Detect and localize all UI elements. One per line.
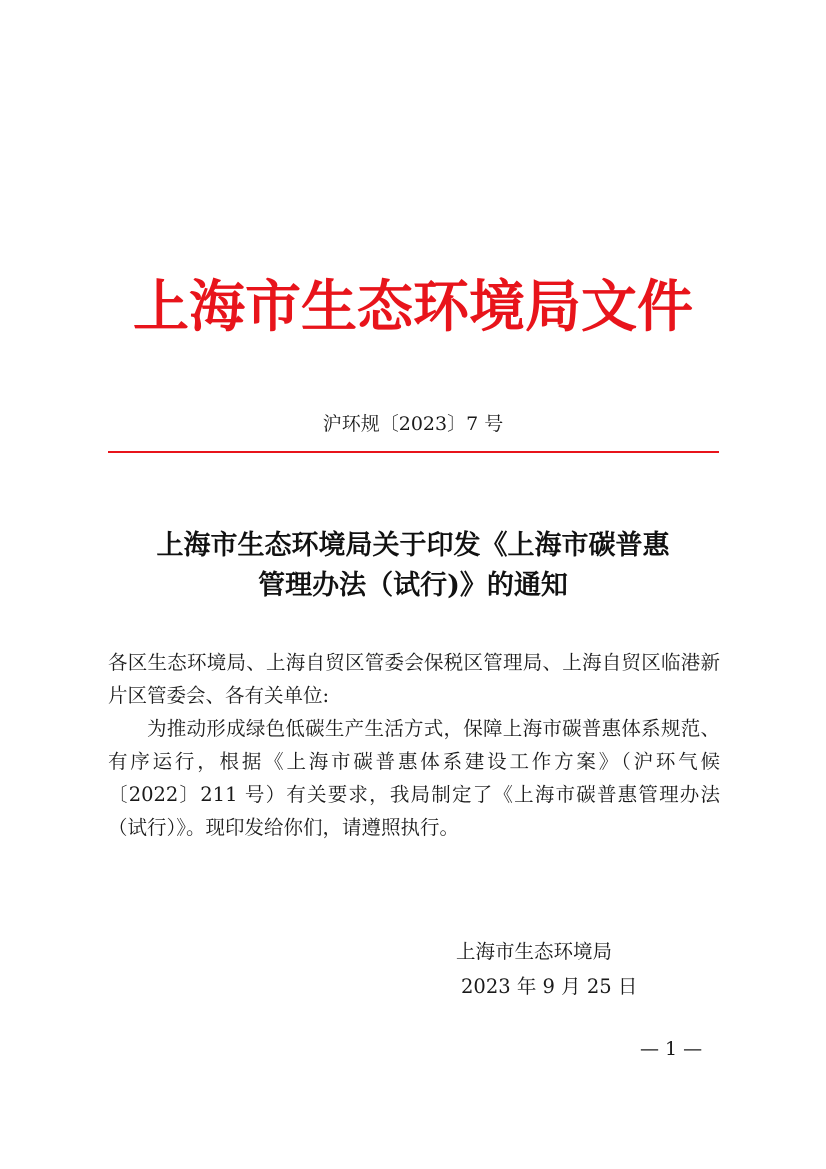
notice-title-line-1: 上海市生态环境局关于印发《上海市碳普惠 <box>156 530 670 561</box>
notice-body <box>108 646 720 844</box>
recipients-paragraph: 各区生态环境局、上海自贸区管委会保税区管理局、上海自贸区临港新片区管委会、各有关单位: <box>108 651 720 707</box>
signature-block <box>456 934 637 1004</box>
document-number: 沪环规〔2023〕7 号 <box>322 413 504 435</box>
red-divider-line <box>108 451 719 453</box>
notice-title-line-2: 管理办法（试行)》的通知 <box>258 570 568 601</box>
page-number: — 1 — <box>640 1038 703 1060</box>
issuing-organization: 上海市生态环境局 <box>456 940 613 963</box>
issue-date: 2023 年 9 月 25 日 <box>461 975 638 998</box>
notice-title <box>90 526 736 606</box>
masthead-title: 上海市生态环境局文件 <box>133 274 693 340</box>
main-paragraph: 为推动形成绿色低碳生产生活方式，保障上海市碳普惠体系规范、有序运行，根据《上海市碳普惠体系建设工作方案》（沪环气候〔2022〕211 号）有关要求，我局制定了《上海市碳普惠管理办法（试行）》。现印发给你们，请遵照执行。 <box>108 717 720 839</box>
